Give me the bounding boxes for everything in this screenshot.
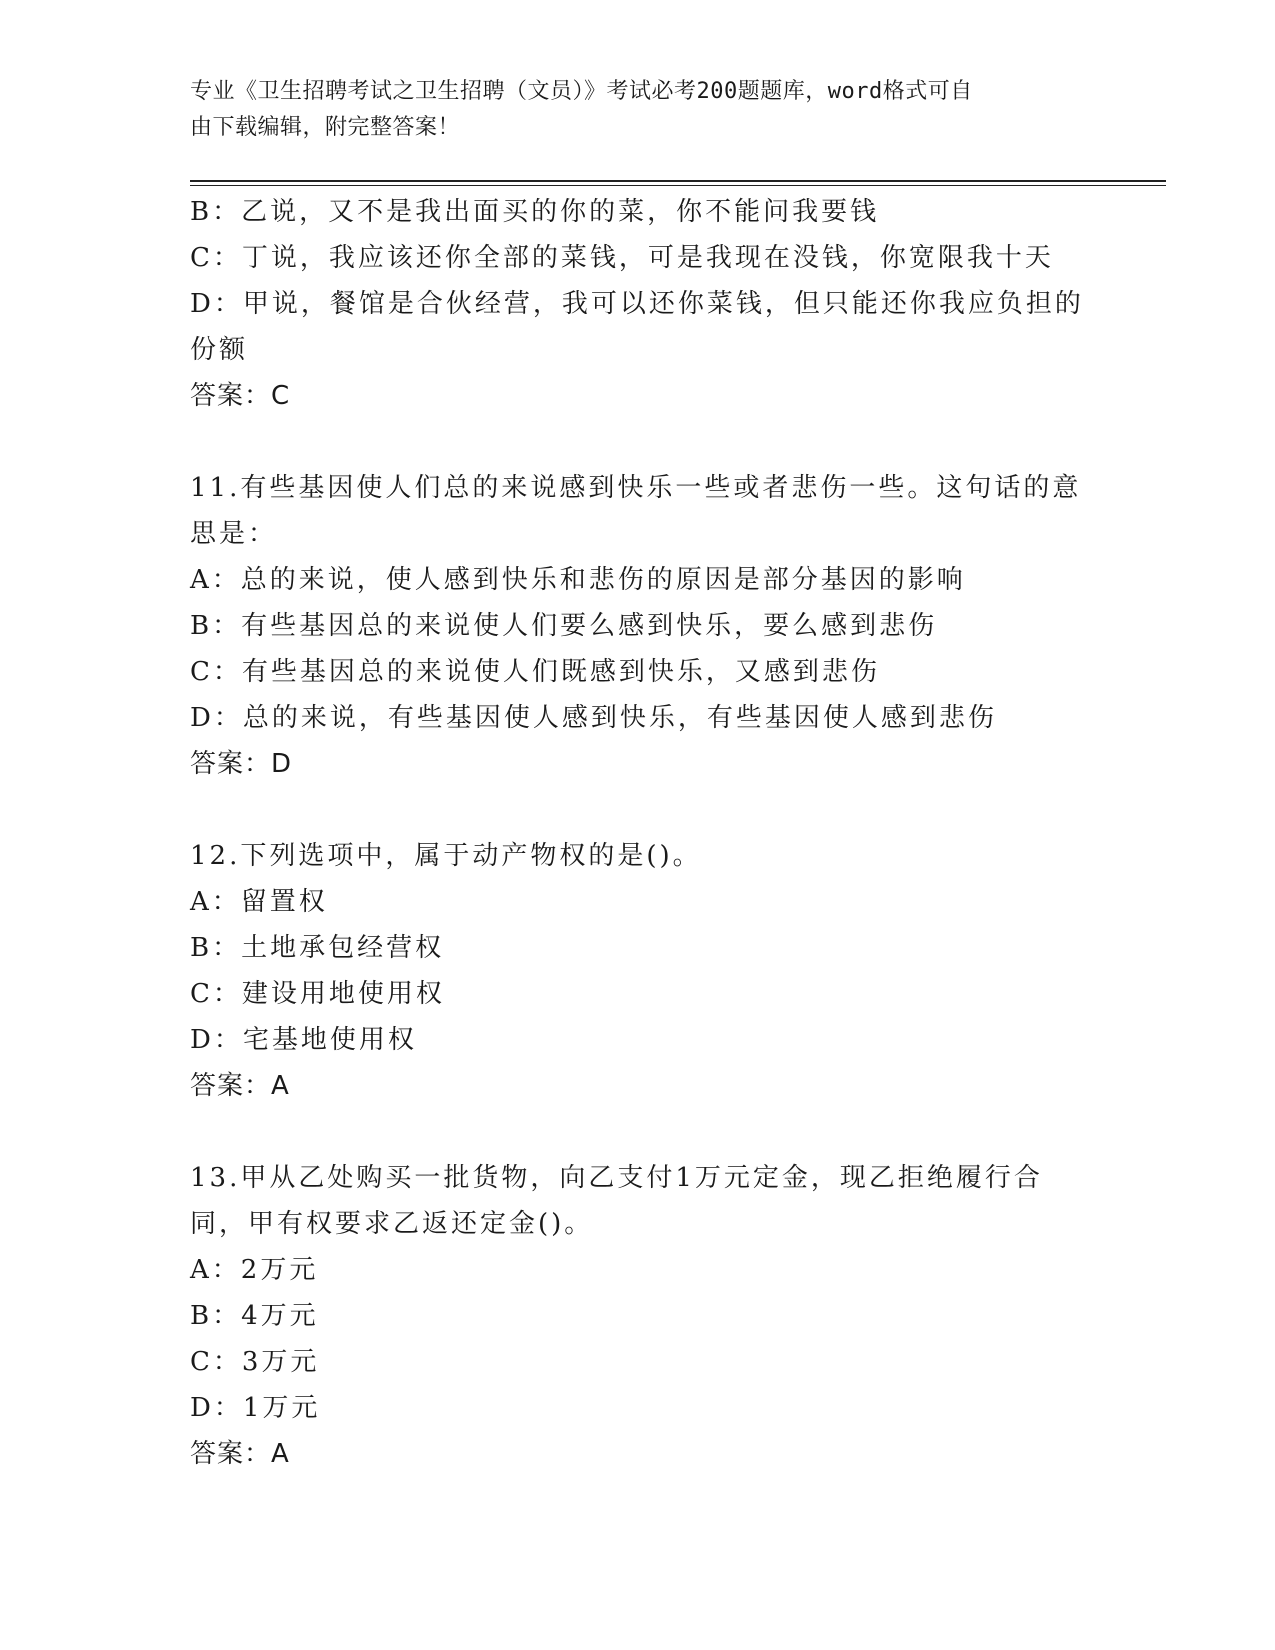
option-d: D：甲说，餐馆是合伙经营，我可以还你菜钱，但只能还你我应负担的份额 bbox=[190, 289, 1084, 365]
spacer bbox=[190, 419, 1090, 465]
header-divider-thin bbox=[190, 185, 1166, 186]
spacer bbox=[190, 1109, 1090, 1155]
answer-line: 答案：A bbox=[190, 1071, 290, 1101]
option-c: C：3万元 bbox=[190, 1347, 320, 1377]
option-a: A：2万元 bbox=[190, 1255, 319, 1285]
option-b: B：有些基因总的来说使人们要么感到快乐，要么感到悲伤 bbox=[190, 611, 938, 641]
question-stem: 13.甲从乙处购买一批货物，向乙支付1万元定金，现乙拒绝履行合同，甲有权要求乙返还定金()。 bbox=[190, 1163, 1043, 1239]
answer-line: 答案：D bbox=[190, 749, 293, 779]
option-d: D：宅基地使用权 bbox=[190, 1025, 417, 1055]
question-stem: 11.有些基因使人们总的来说感到快乐一些或者悲伤一些。这句话的意思是： bbox=[190, 473, 1082, 549]
option-b: B：乙说，又不是我出面买的你的菜，你不能问我要钱 bbox=[190, 197, 880, 227]
question-block-12 bbox=[190, 833, 1090, 1109]
option-c: C：有些基因总的来说使人们既感到快乐，又感到悲伤 bbox=[190, 657, 880, 687]
option-b: B：土地承包经营权 bbox=[190, 933, 445, 963]
option-a: A：总的来说，使人感到快乐和悲伤的原因是部分基因的影响 bbox=[190, 565, 966, 595]
option-c: C：丁说，我应该还你全部的菜钱，可是我现在没钱，你宽限我十天 bbox=[190, 243, 1054, 273]
option-d: D：1万元 bbox=[190, 1393, 321, 1423]
question-block-13 bbox=[190, 1155, 1090, 1477]
question-stem: 12.下列选项中，属于动产物权的是()。 bbox=[190, 841, 702, 871]
page-header bbox=[190, 74, 1090, 146]
option-b: B：4万元 bbox=[190, 1301, 319, 1331]
option-c: C：建设用地使用权 bbox=[190, 979, 445, 1009]
question-block-10 bbox=[190, 189, 1090, 419]
option-a: A：留置权 bbox=[190, 887, 328, 917]
spacer bbox=[190, 787, 1090, 833]
option-d: D：总的来说，有些基因使人感到快乐，有些基因使人感到悲伤 bbox=[190, 703, 997, 733]
question-content bbox=[190, 189, 1090, 1477]
header-title-line-1: 专业《卫生招聘考试之卫生招聘（文员）》考试必考200题题库，word格式可自 bbox=[190, 79, 973, 104]
header-title-line-2: 由下载编辑，附完整答案！ bbox=[190, 115, 461, 140]
header-divider-thick bbox=[190, 180, 1166, 182]
answer-line: 答案：C bbox=[190, 381, 291, 411]
question-block-11 bbox=[190, 465, 1090, 787]
answer-line: 答案：A bbox=[190, 1439, 290, 1469]
